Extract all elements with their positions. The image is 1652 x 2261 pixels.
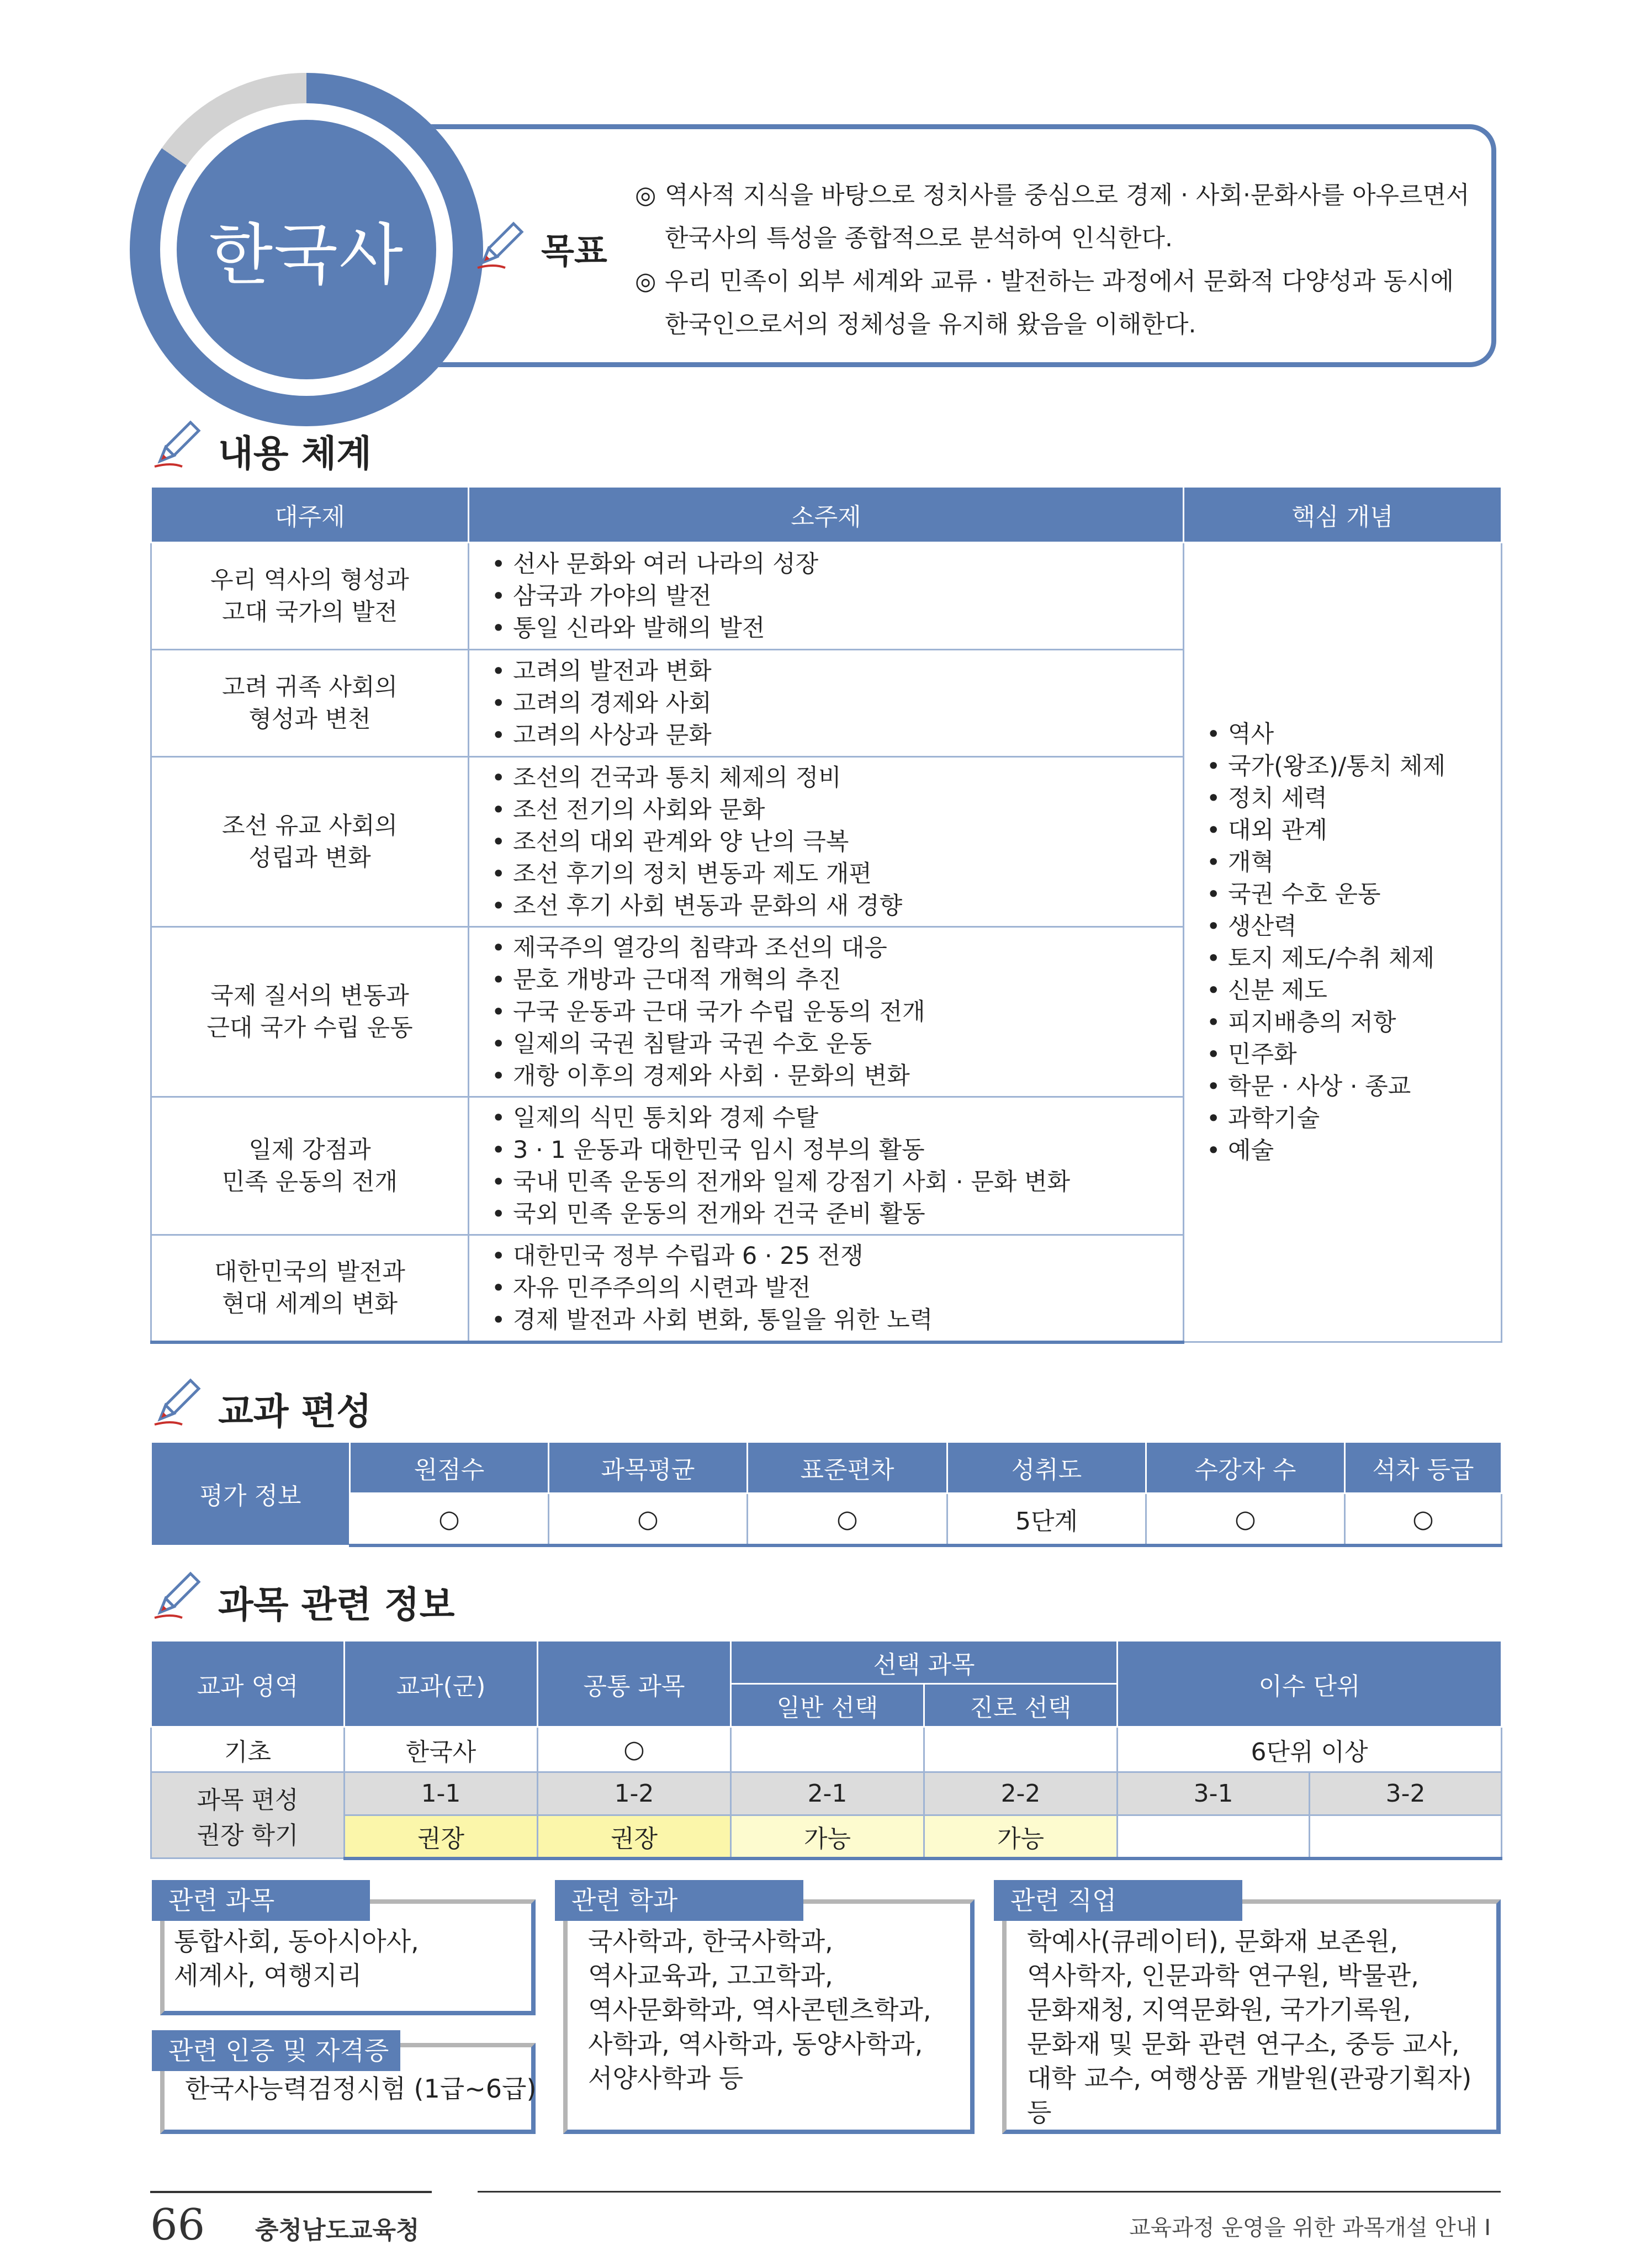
semester-row <box>151 1772 1502 1815</box>
related-job-text: 학예사(큐레이터), 문화재 보존원, 역사학자, 인문과학 연구원, 박물관, 문화재청, 지역문화원, 국가기록원, 문화재 및 문화 관련 연구소, 중등 교사, 대학 교수, 여행상품 개발원(관광기획자) 등 <box>1027 1926 1472 2127</box>
footer-doc-title: 교육과정 운영을 위한 과목개설 안내 I <box>1129 2215 1491 2241</box>
recommend-value: 권장 <box>345 1815 538 1858</box>
section-title-curriculum: 교과 편성 <box>218 1390 372 1433</box>
section-title-content: 내용 체계 <box>218 432 372 475</box>
table-header-row <box>151 487 1502 543</box>
goal-mark: ◎ <box>635 267 656 295</box>
goal-list <box>635 174 1474 346</box>
eval-value: 5단계 <box>947 1494 1146 1546</box>
major-topic: 대한민국의 발전과 현대 세계의 변화 <box>151 1235 469 1342</box>
info-header-row <box>151 1641 1502 1684</box>
header-group: 교과(군) <box>345 1641 538 1727</box>
subject-info-table <box>150 1640 1502 1860</box>
info-value-row <box>151 1727 1502 1772</box>
goal-line: 한국인으로서의 정체성을 유지해 왔음을 이해한다. <box>665 310 1196 338</box>
major-topic: 일제 강점과 민족 운동의 전개 <box>151 1097 469 1235</box>
content-table <box>150 486 1502 1344</box>
eval-value: ○ <box>1146 1494 1345 1546</box>
semester: 1-2 <box>538 1772 731 1815</box>
eval-header: 수강자 수 <box>1146 1442 1345 1494</box>
value-group: 한국사 <box>345 1727 538 1772</box>
major-topic: 고려 귀족 사회의 형성과 변천 <box>151 650 469 757</box>
eval-value: ○ <box>350 1494 549 1546</box>
header-elective: 선택 과목 <box>731 1641 1118 1684</box>
recommend-value <box>1310 1815 1502 1858</box>
header-common: 공통 과목 <box>538 1641 731 1727</box>
certification-text: 한국사능력검정시험 (1급~6급) <box>185 2074 537 2104</box>
semester-label: 과목 편성 권장 학기 <box>151 1772 345 1858</box>
pencil-icon <box>149 1568 204 1623</box>
header-core: 핵심 개념 <box>1184 487 1502 543</box>
page-number: 66 <box>150 2200 205 2250</box>
minor-topics: • 대한민국 정부 수립과 6 · 25 전쟁 • 자유 민주주의의 시련과 발전 • 경제 발전과 사회 변화, 통일을 위한 노력 <box>469 1235 1184 1342</box>
eval-row-label: 평가 정보 <box>151 1442 350 1546</box>
goal-item <box>635 174 1474 260</box>
goal-line: 역사적 지식을 바탕으로 정치사를 중심으로 경제 · 사회·문화사를 아우르면서 <box>665 181 1470 209</box>
certification-tag: 관련 인증 및 자격증 <box>152 2030 400 2071</box>
minor-topics: • 선사 문화와 여러 나라의 성장 • 삼국과 가야의 발전 • 통일 신라와 발해의 발전 <box>469 543 1184 650</box>
pencil-icon <box>472 218 527 273</box>
eval-value-row <box>151 1494 1502 1546</box>
footer-rule-right <box>478 2191 1501 2193</box>
pencil-icon <box>149 417 204 472</box>
header-career: 진로 선택 <box>924 1684 1118 1727</box>
recommend-value: 권장 <box>538 1815 731 1858</box>
major-topic: 우리 역사의 형성과 고대 국가의 발전 <box>151 543 469 650</box>
recommend-value: 가능 <box>731 1815 924 1858</box>
header-area: 교과 영역 <box>151 1641 345 1727</box>
minor-topics: • 조선의 건국과 통치 체제의 정비 • 조선 전기의 사회와 문화 • 조선의 대외 관계와 양 난의 극복 • 조선 후기의 정치 변동과 제도 개편 • 조선 후기 사회 변동과 문화의 새 경향 <box>469 757 1184 927</box>
value-general <box>731 1727 924 1772</box>
semester: 2-2 <box>924 1772 1118 1815</box>
eval-header: 과목평균 <box>549 1442 748 1494</box>
core-concepts: • 역사 • 국가(왕조)/통치 체제 • 정치 세력 • 대외 관계 • 개혁 • 국권 수호 운동 • 생산력 • 토지 제도/수취 체제 • 신분 제도 • 피지배층의 저항 • 민주화 • 학문 · 사상 · 종교 • 과학기술 • 예술 <box>1184 543 1502 1342</box>
eval-value: ○ <box>748 1494 947 1546</box>
major-topic: 조선 유교 사회의 성립과 변화 <box>151 757 469 927</box>
minor-topics: • 일제의 식민 통치와 경제 수탈 • 3 · 1 운동과 대한민국 임시 정부의 활동 • 국내 민족 운동의 전개와 일제 강점기 사회 · 문화 변화 • 국외 민족 운동의 전개와 건국 준비 활동 <box>469 1097 1184 1235</box>
header-units: 이수 단위 <box>1118 1641 1502 1727</box>
header-major: 대주제 <box>151 487 469 543</box>
evaluation-table <box>150 1441 1502 1547</box>
eval-header: 원점수 <box>350 1442 549 1494</box>
header-minor: 소주제 <box>469 487 1184 543</box>
header-general: 일반 선택 <box>731 1684 924 1727</box>
eval-header: 표준편차 <box>748 1442 947 1494</box>
footer-org: 충청남도교육청 <box>255 2216 420 2244</box>
footer-rule-left <box>150 2191 432 2193</box>
related-subjects-tag: 관련 과목 <box>152 1880 370 1921</box>
related-dept-text: 국사학과, 한국사학과, 역사교육과, 고고학과, 역사문화학과, 역사콘텐츠학과, 사학과, 역사학과, 동양사학과, 서양사학과 등 <box>588 1926 931 2093</box>
recommend-row <box>151 1815 1502 1858</box>
value-career <box>924 1727 1118 1772</box>
eval-value: ○ <box>549 1494 748 1546</box>
related-dept-tag: 관련 학과 <box>555 1880 803 1921</box>
pencil-icon <box>149 1375 204 1430</box>
subject-title: 한국사 <box>177 120 436 379</box>
minor-topics: • 제국주의 열강의 침략과 조선의 대응 • 문호 개방과 근대적 개혁의 추진 • 구국 운동과 근대 국가 수립 운동의 전개 • 일제의 국권 침탈과 국권 수호 운동 • 개항 이후의 경제와 사회 · 문화의 변화 <box>469 927 1184 1097</box>
semester: 1-1 <box>345 1772 538 1815</box>
section-title-info: 과목 관련 정보 <box>218 1584 455 1626</box>
table-row <box>151 543 1502 650</box>
semester: 3-1 <box>1118 1772 1310 1815</box>
value-area: 기초 <box>151 1727 345 1772</box>
semester: 2-1 <box>731 1772 924 1815</box>
recommend-value: 가능 <box>924 1815 1118 1858</box>
goal-mark: ◎ <box>635 181 656 209</box>
major-topic: 국제 질서의 변동과 근대 국가 수립 운동 <box>151 927 469 1097</box>
goal-line: 우리 민족이 외부 세계와 교류 · 발전하는 과정에서 문화적 다양성과 동시에 <box>665 267 1454 295</box>
related-job-tag: 관련 직업 <box>994 1880 1242 1921</box>
eval-header-row <box>151 1442 1502 1494</box>
related-subjects-text: 통합사회, 동아시아사, 세계사, 여행지리 <box>174 1926 419 1990</box>
minor-topics: • 고려의 발전과 변화 • 고려의 경제와 사회 • 고려의 사상과 문화 <box>469 650 1184 757</box>
goal-label: 목표 <box>541 231 607 271</box>
value-common: ○ <box>538 1727 731 1772</box>
goal-line: 한국사의 특성을 종합적으로 분석하여 인식한다. <box>665 224 1173 252</box>
recommend-value <box>1118 1815 1310 1858</box>
semester: 3-2 <box>1310 1772 1502 1815</box>
eval-header: 성취도 <box>947 1442 1146 1494</box>
value-units: 6단위 이상 <box>1118 1727 1502 1772</box>
eval-header: 석차 등급 <box>1345 1442 1502 1494</box>
eval-value: ○ <box>1345 1494 1502 1546</box>
goal-item <box>635 260 1474 346</box>
